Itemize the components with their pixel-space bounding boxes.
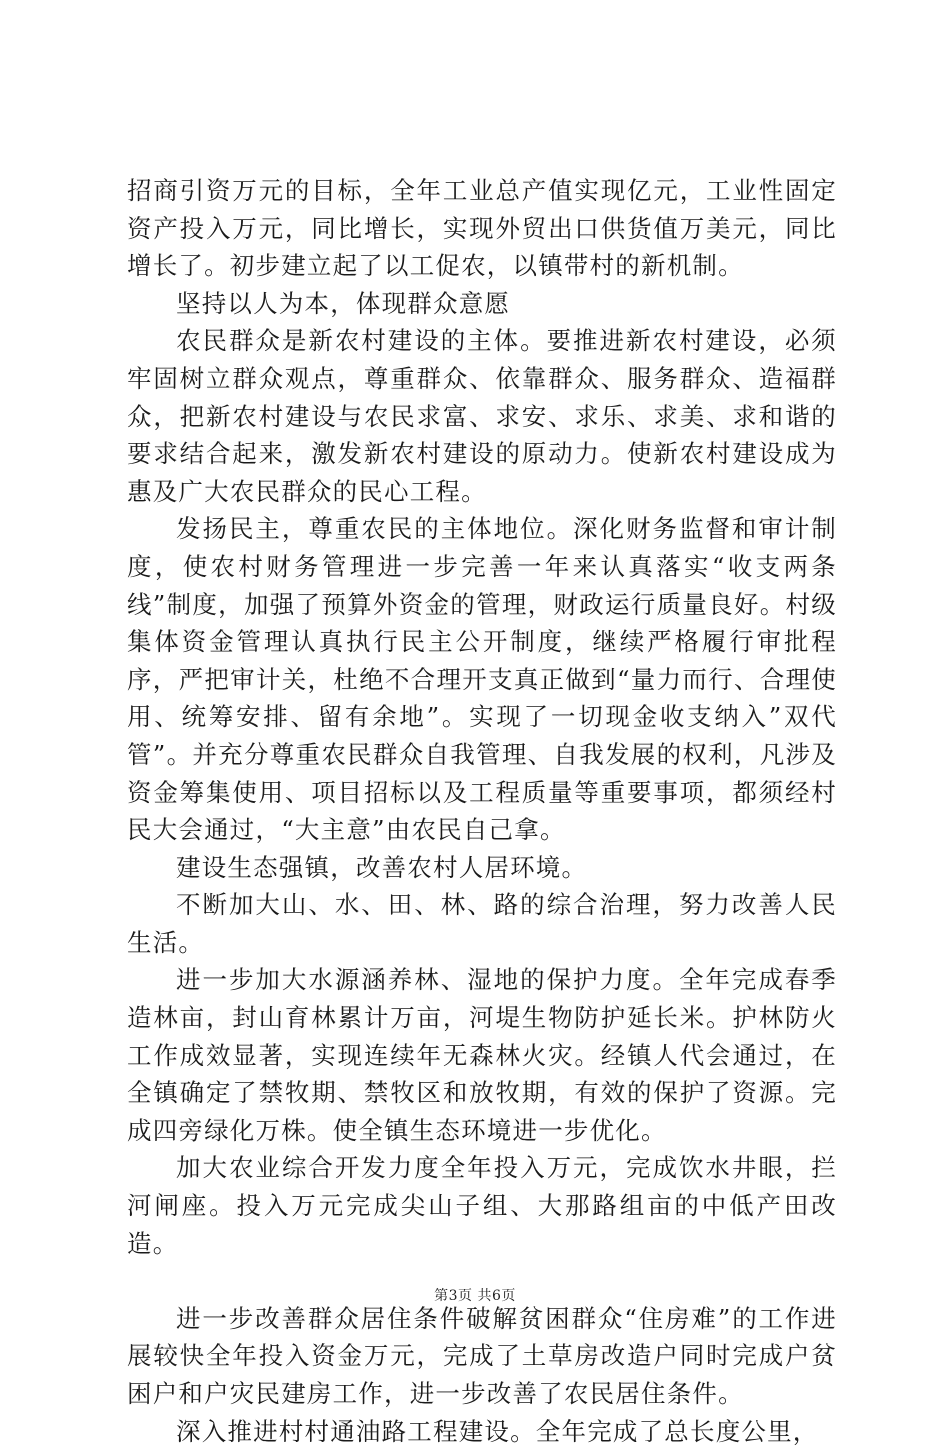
paragraph-heading-ecology: 建设生态强镇，改善农村人居环境。: [176, 852, 588, 882]
paragraph-3: 农民群众是新农村建设的主体。要推进新农村建设，必须牢固树立群众观点，尊重群众、依靠群众、服务群众、造福群众，把新农村建设与农民求富、求安、求乐、求美、求和谐的要求结合起来，激发新农村建设的原动力。使新农村建设成为惠及广大农民群众的民心工程。: [127, 326, 837, 506]
paragraph-6: 不断加大山、水、田、林、路的综合治理，努力改善人民生活。: [127, 890, 837, 957]
paragraph-8: 加大农业综合开发力度全年投入万元，完成饮水井眼，拦河闸座。投入万元完成尖山子组、大那路组亩的中低产田改造。: [127, 1153, 837, 1258]
page-number-footer: 第3页 共6页: [434, 1288, 516, 1304]
document-body: [127, 172, 837, 1450]
paragraph-9: 进一步改善群众居住条件破解贫困群众“住房难”的工作进展较快全年投入资金万元，完成了土草房改造户同时完成户贫困户和户灾民建房工作，进一步改善了农民居住条件。: [127, 1303, 837, 1408]
paragraph-1: 招商引资万元的目标，全年工业总产值实现亿元，工业性固定资产投入万元，同比增长，实现外贸出口供货值万美元，同比增长了。初步建立起了以工促农，以镇带村的新机制。: [127, 176, 837, 281]
paragraph-4: 发扬民主，尊重农民的主体地位。深化财务监督和审计制度，使农村财务管理进一步完善一年来认真落实“收支两条线”制度，加强了预算外资金的管理，财政运行质量良好。村级集体资金管理认真执行民主公开制度，继续严格履行审批程序，严把审计关，杜绝不合理开支真正做到“量力而行、合理使用、统筹安排、留有余地”。实现了一切现金收支纳入”双代管”。并充分尊重农民群众自我管理、自我发展的权利，凡涉及资金筹集使用、项目招标以及工程质量等重要事项，都须经村民大会通过，“大主意”由农民自己拿。: [127, 514, 837, 845]
paragraph-7: 进一步加大水源涵养林、湿地的保护力度。全年完成春季造林亩，封山育林累计万亩，河堤生物防护延长米。护林防火工作成效显著，实现连续年无森林火灾。经镇人代会通过，在全镇确定了禁牧期、禁牧区和放牧期，有效的保护了资源。完成四旁绿化万株。使全镇生态环境进一步优化。: [127, 965, 837, 1145]
paragraph-heading-people-oriented: 坚持以人为本，体现群众意愿: [176, 288, 511, 318]
paragraph-10: 深入推进村村通油路工程建设。全年完成了总长度公里，: [176, 1416, 819, 1446]
